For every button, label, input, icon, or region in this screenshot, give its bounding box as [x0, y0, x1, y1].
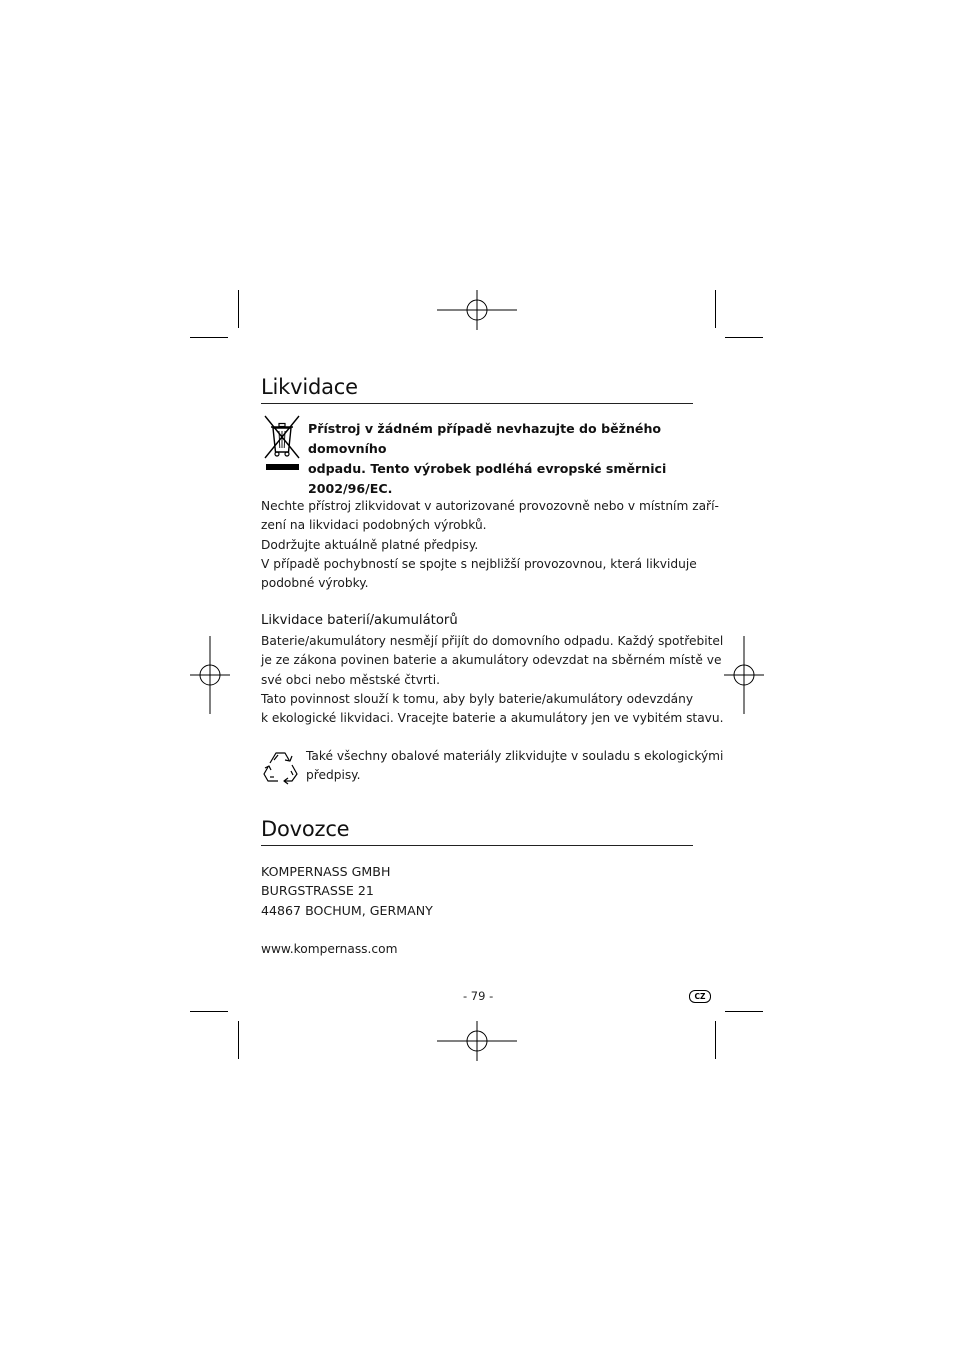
address-line: KOMPERNASS GMBH — [261, 864, 391, 879]
crop-mark-bottom-right-v — [715, 1021, 716, 1059]
page-number: - 79 - — [463, 989, 494, 1003]
subheading-batteries: Likvidace baterií/akumulátorů — [261, 613, 458, 628]
registration-mark-icon — [437, 1021, 517, 1061]
language-badge: CZ — [689, 990, 711, 1003]
registration-mark-icon — [724, 636, 764, 714]
crop-mark-top-right-h — [725, 337, 763, 338]
section-divider — [261, 845, 693, 846]
body-line: Dodržujte aktuálně platné předpisy. — [261, 537, 479, 552]
battery-line: je ze zákona povinen baterie a akumulátory odevzdat na sběrném místě ve — [261, 653, 722, 668]
crop-mark-top-left-h — [190, 337, 228, 338]
importer-address — [261, 862, 433, 920]
battery-line: Baterie/akumulátory nesmějí přijít do domovního odpadu. Každý spotřebitel — [261, 634, 724, 648]
battery-line: své obci nebo městské čtvrti. — [261, 672, 440, 687]
crop-mark-top-left-v — [238, 290, 239, 328]
warning-line: 2002/96/EC. — [308, 481, 393, 496]
crop-mark-bottom-left-v — [238, 1021, 239, 1059]
registration-mark-icon — [437, 290, 517, 330]
address-line: 44867 BOCHUM, GERMANY — [261, 902, 433, 918]
packaging-line: předpisy. — [306, 768, 361, 783]
warning-line: Přístroj v žádném případě nevhazujte do běžného domovního — [308, 421, 662, 456]
website-link[interactable]: www.kompernass.com — [261, 942, 398, 956]
disposal-instructions — [261, 497, 719, 593]
warning-line: odpadu. Tento výrobek podléhá evropské směrnici — [308, 461, 667, 476]
battery-line: Tato povinnost slouží k tomu, aby byly baterie/akumulátory odevzdány — [261, 691, 694, 706]
weee-warning-text — [308, 419, 700, 499]
body-line: podobné výrobky. — [261, 576, 369, 591]
crop-mark-bottom-left-h — [190, 1011, 228, 1012]
battery-line: k ekologické likvidaci. Vracejte baterie a akumulátory jen ve vybitém stavu. — [261, 711, 724, 726]
crossed-out-wheelie-bin-icon — [262, 414, 302, 474]
body-line: Nechte přístroj zlikvidovat v autorizované provozovně nebo v místním zaří- — [261, 499, 719, 513]
packaging-disposal-text — [306, 747, 724, 786]
section-title-likvidace: Likvidace — [261, 375, 358, 399]
body-line: V případě pochybností se spojte s nejbližší provozovnou, která likviduje — [261, 556, 697, 571]
section-title-dovozce: Dovozce — [261, 817, 350, 841]
address-line: BURGSTRASSE 21 — [261, 883, 374, 899]
battery-disposal-text — [261, 632, 724, 728]
packaging-line: Také všechny obalové materiály zlikvidujte v souladu s ekologickými — [306, 749, 724, 763]
body-line: zení na likvidaci podobných výrobků. — [261, 518, 487, 533]
section-divider — [261, 403, 693, 404]
registration-mark-icon — [190, 636, 230, 714]
crop-mark-top-right-v — [715, 290, 716, 328]
recycling-icon — [261, 748, 301, 786]
crop-mark-bottom-right-h — [725, 1011, 763, 1012]
